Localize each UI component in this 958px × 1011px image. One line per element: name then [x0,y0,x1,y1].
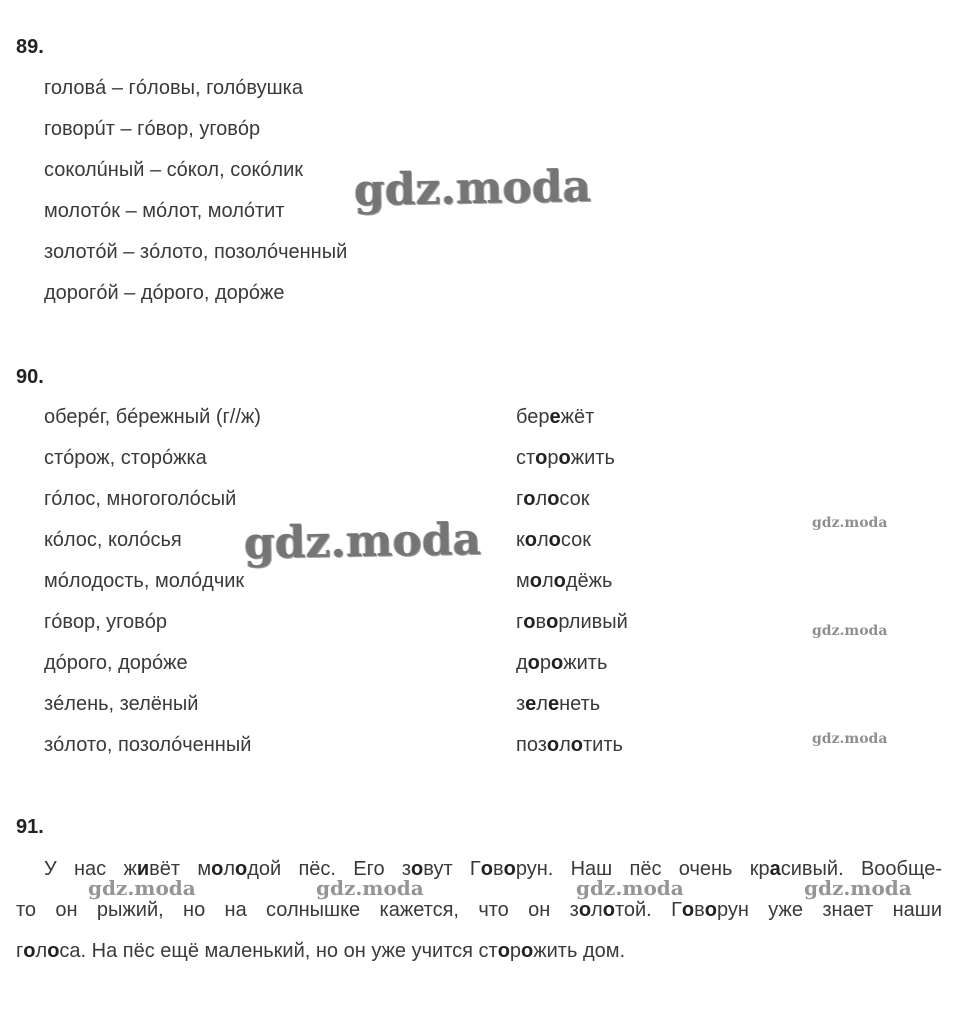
word-right [516,446,615,470]
text-segment: ст [516,447,536,469]
word-left: стóрож, сторóжка [44,447,207,469]
watermark-medium: gdz.moda [88,876,196,900]
word-left: зéлень, зелёный [44,693,199,715]
highlighted-letter: о [548,529,561,551]
word-right [516,610,628,634]
text-segment: г [516,611,524,633]
word-right [516,528,591,552]
highlighted-letter: а [769,858,781,880]
watermark-medium: gdz.moda [316,876,424,900]
text-segment: в [694,899,705,921]
watermark-large: gdz.moda [353,160,592,217]
text-segment: рун уже знает наши [716,899,942,921]
highlighted-letter: и [136,858,150,880]
text-segment: рливый [558,611,628,633]
text-segment: г [516,488,524,510]
highlighted-letter: о [523,611,536,633]
text-segment: л [35,940,48,962]
highlighted-letter: е [547,693,560,715]
text-segment: са. На пёс ещё маленький, но он уже учится ст [59,940,498,962]
word-left: оберéг, бéрежный (г//ж) [44,406,261,428]
word-left: гóлос, многоголóсый [44,488,237,510]
highlighted-letter: о [602,899,615,921]
highlighted-letter: о [497,940,510,962]
word-left: кóлос, колóсья [44,529,182,551]
word-line: головá – гóловы, голóвушка [44,77,303,99]
watermark-small: gdz.moda [812,515,888,531]
word-right [516,733,623,757]
text-segment: л [559,734,571,756]
text-segment: тить [583,734,623,756]
highlighted-letter: о [529,570,542,592]
text-segment: з [516,693,526,715]
text-segment: той. Г [614,899,682,921]
watermark-small: gdz.moda [812,623,888,639]
exercise-90-number: 90. [16,366,44,388]
text-segment: жёт [560,406,595,428]
text-segment: вут Г [423,858,481,880]
watermark-small: gdz.moda [812,731,888,747]
text-segment: г [16,940,24,962]
highlighted-letter: о [527,652,540,674]
word-right [516,405,594,429]
word-left: зóлото, позолóченный [44,734,252,756]
text-segment: д [516,652,528,674]
highlighted-letter: о [553,570,566,592]
highlighted-letter: о [211,858,224,880]
highlighted-letter: о [704,899,717,921]
text-segment: л [535,488,548,510]
text-segment: сок [559,488,590,510]
text-segment: рун. Наш пёс очень кр [515,858,770,880]
paragraph-line [16,898,942,922]
word-line: дорогóй – дóрого, дорóже [44,282,285,304]
text-segment: л [223,858,235,880]
text-segment: сивый. Вообще- [780,858,942,880]
text-segment: то он рыжий, но на солнышке кажется, что он з [16,899,579,921]
word-right [516,487,590,511]
text-segment: неть [559,693,601,715]
text-segment: вёт м [149,858,212,880]
text-segment: л [536,693,548,715]
text-segment: жить [570,447,615,469]
text-segment: р [547,447,559,469]
text-segment: р [509,940,522,962]
word-right [516,651,607,675]
word-line: соколúный – сóкол, сокóлик [44,159,304,181]
word-right [516,692,600,716]
highlighted-letter: о [570,734,584,756]
word-left: гóвор, уговóр [44,611,168,633]
word-left: мóлодость, молóдчик [44,570,245,592]
highlighted-letter: о [480,858,493,880]
highlighted-letter: о [558,447,571,469]
paragraph-line [16,939,942,963]
highlighted-letter: о [681,899,695,921]
word-line: золотóй – зóлото, позолóченный [44,241,348,263]
text-segment: р [539,652,552,674]
highlighted-letter: о [578,899,592,921]
highlighted-letter: о [234,858,248,880]
exercise-89-number: 89. [16,36,44,58]
watermark-medium: gdz.moda [576,876,684,900]
highlighted-letter: о [23,940,36,962]
highlighted-letter: о [503,858,516,880]
text-segment: л [591,899,603,921]
word-line: говорúт – гóвор, уговóр [44,118,261,140]
highlighted-letter: е [549,406,561,428]
text-segment: бер [516,406,550,428]
highlighted-letter: о [551,652,564,674]
text-segment: в [492,858,504,880]
highlighted-letter: о [523,488,536,510]
text-segment: сок [560,529,591,551]
text-segment: поз [516,734,547,756]
highlighted-letter: о [546,734,560,756]
text-segment: жить дом. [533,940,626,962]
exercise-91-number: 91. [16,816,44,838]
text-segment: У нас ж [44,858,137,880]
watermark-medium: gdz.moda [804,876,912,900]
text-segment: жить [563,652,608,674]
text-segment: л [536,529,549,551]
text-segment: в [535,611,547,633]
text-segment: м [516,570,530,592]
word-left: дóрого, дорóже [44,652,188,674]
highlighted-letter: о [524,529,537,551]
highlighted-letter: о [535,447,548,469]
text-segment: к [516,529,525,551]
text-segment: л [541,570,554,592]
highlighted-letter: е [525,693,537,715]
highlighted-letter: о [411,858,424,880]
word-line: молотóк – мóлот, молóтит [44,200,285,222]
highlighted-letter: о [47,940,60,962]
text-segment: дёжь [565,570,613,592]
highlighted-letter: о [547,488,560,510]
watermark-large: gdz.moda [243,513,482,570]
text-segment: дой пёс. Его з [247,858,412,880]
highlighted-letter: о [546,611,559,633]
highlighted-letter: о [521,940,534,962]
word-right [516,569,612,593]
